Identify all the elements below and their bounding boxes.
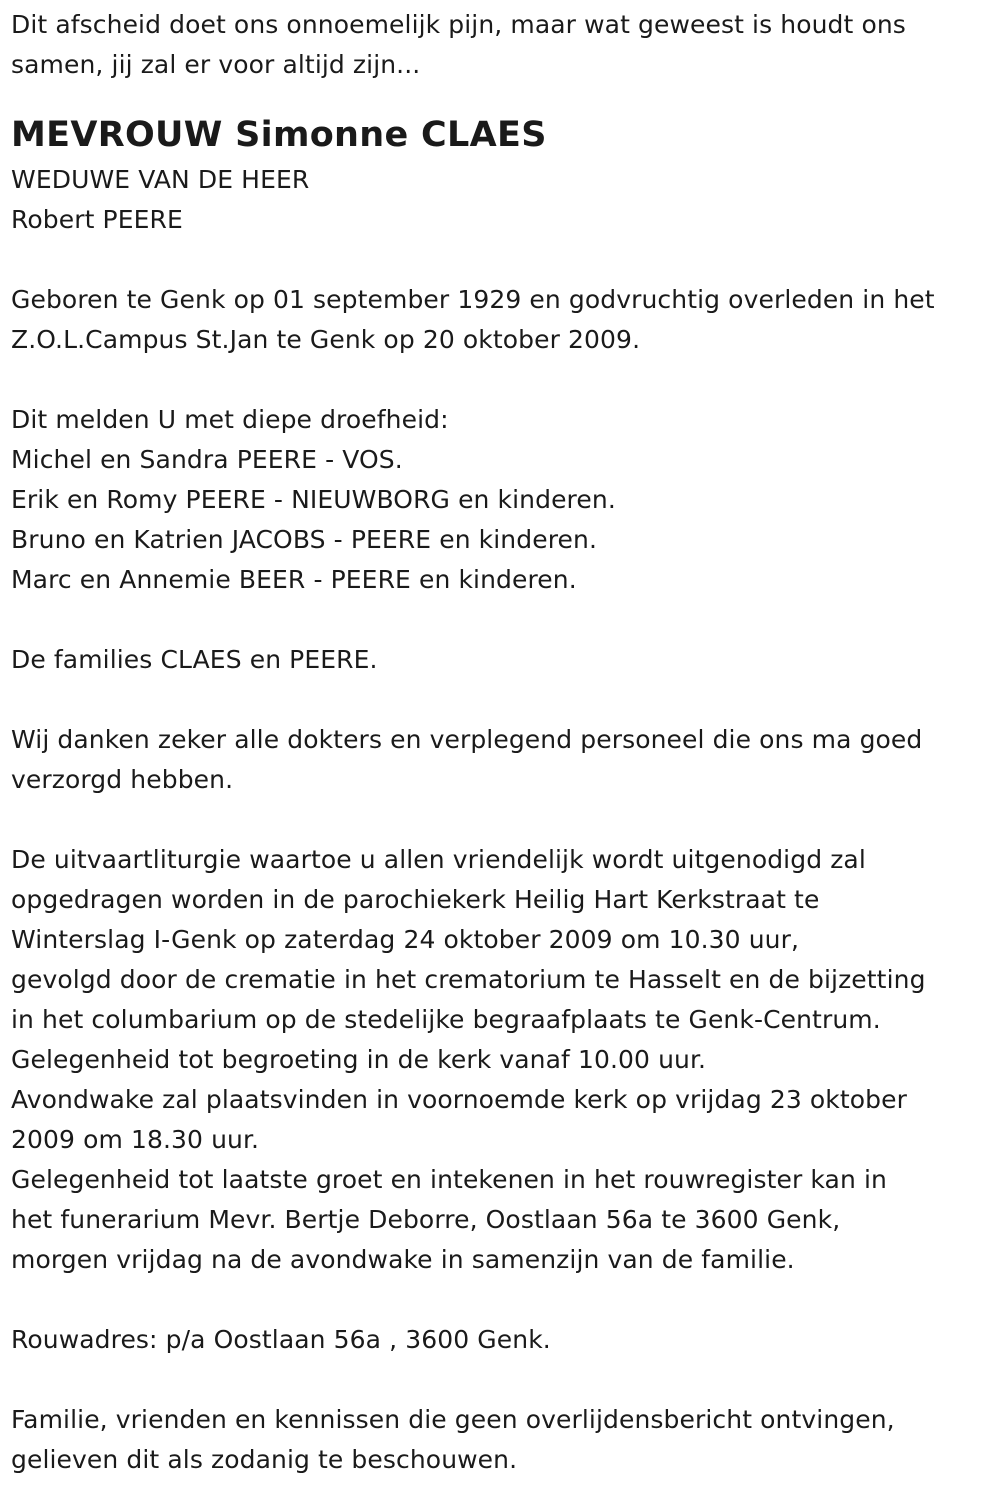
mourners-paragraph [11,400,988,600]
intro-line: samen, jij zal er voor altijd zijn... [11,50,421,79]
thanks-paragraph [11,720,988,800]
mourners-line: Bruno en Katrien JACOBS - PEERE en kinderen. [11,525,598,554]
funeral-paragraph [11,840,988,1280]
mourning-address-line: Rouwadres: p/a Oostlaan 56a , 3600 Genk. [11,1325,551,1354]
funeral-line: opgedragen worden in de parochiekerk Heilig Hart Kerkstraat te [11,885,820,914]
funeral-line: gevolgd door de crematie in het crematorium te Hasselt en de bijzetting [11,965,926,994]
birth-line: Geboren te Genk op 01 september 1929 en godvruchtig overleden in het [11,285,935,314]
spacer [11,1360,988,1400]
mourners-line: Marc en Annemie BEER - PEERE en kinderen. [11,565,577,594]
birth-line: Z.O.L.Campus St.Jan te Genk op 20 oktober 2009. [11,325,641,354]
spacer [11,1280,988,1320]
birth-paragraph [11,280,988,360]
mourners-line: Michel en Sandra PEERE - VOS. [11,445,403,474]
spacer [11,680,988,720]
mourners-line: Erik en Romy PEERE - NIEUWBORG en kinderen. [11,485,616,514]
widow-line: WEDUWE VAN DE HEER [11,165,310,194]
funeral-line: morgen vrijdag na de avondwake in samenzijn van de familie. [11,1245,795,1274]
funeral-line: 2009 om 18.30 uur. [11,1125,260,1154]
funeral-line: De uitvaartliturgie waartoe u allen vriendelijk wordt uitgenodigd zal [11,845,866,874]
funeral-line: Gelegenheid tot laatste groet en intekenen in het rouwregister kan in [11,1165,887,1194]
mourners-line: Dit melden U met diepe droefheid: [11,405,449,434]
funeral-line: het funerarium Mevr. Bertje Deborre, Oostlaan 56a te 3600 Genk, [11,1205,841,1234]
funeral-line: Winterslag I-Genk op zaterdag 24 oktober 2009 om 10.30 uur, [11,925,800,954]
funeral-line: in het columbarium op de stedelijke begraafplaats te Genk-Centrum. [11,1005,881,1034]
widow-line: Robert PEERE [11,205,183,234]
widow-paragraph [11,160,988,240]
thanks-line: Wij danken zeker alle dokters en verplegend personeel die ons ma goed [11,725,923,754]
spacer [11,360,988,400]
funeral-line: Gelegenheid tot begroeting in de kerk vanaf 10.00 uur. [11,1045,707,1074]
closing-paragraph [11,1400,988,1480]
funeral-line: Avondwake zal plaatsvinden in voornoemde kerk op vrijdag 23 oktober [11,1085,908,1114]
families-line: De families CLAES en PEERE. [11,645,378,674]
spacer [11,240,988,280]
spacer [11,600,988,640]
thanks-line: verzorgd hebben. [11,765,234,794]
intro-line: Dit afscheid doet ons onnoemelijk pijn, maar wat geweest is houdt ons [11,10,906,39]
closing-line: Familie, vrienden en kennissen die geen overlijdensbericht ontvingen, [11,1405,895,1434]
deceased-name-heading: MEVROUW Simonne CLAES [11,115,547,155]
intro-paragraph [11,5,988,85]
spacer [11,800,988,840]
closing-line: gelieven dit als zodanig te beschouwen. [11,1445,518,1474]
